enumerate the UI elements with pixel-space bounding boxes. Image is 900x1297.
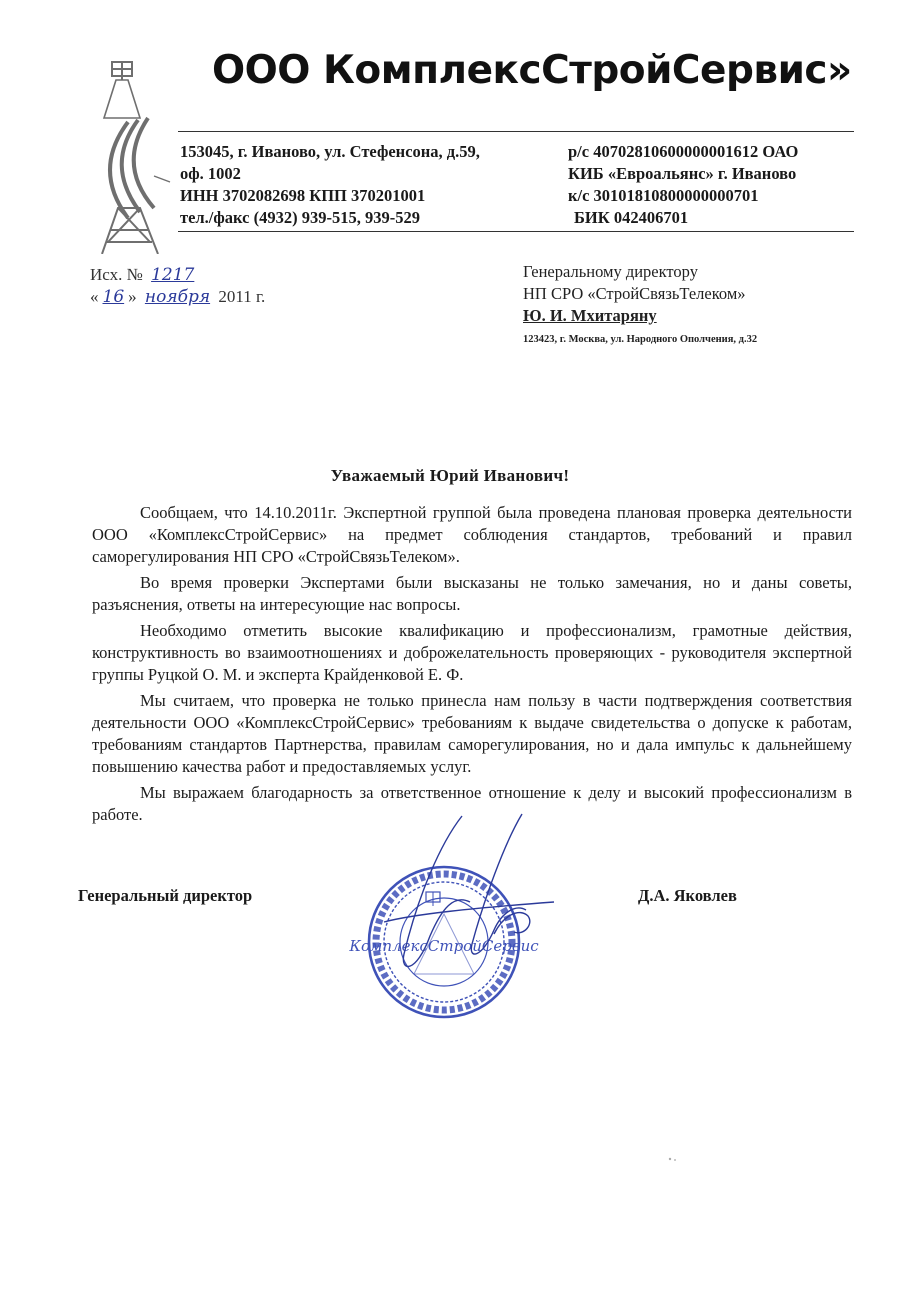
date-year: 2011 г. bbox=[218, 287, 266, 306]
recipient-block bbox=[523, 261, 843, 351]
tax-ids-line: ИНН 3702082698 КПП 370201001 bbox=[180, 186, 426, 205]
signer-title: Генеральный директор bbox=[78, 886, 253, 905]
letter-body bbox=[92, 502, 852, 830]
letter-paragraph: Во время проверки Экспертами были высказаны не только замечания, но и даны советы, разъяснения, ответы на интересующие нас вопросы. bbox=[92, 573, 852, 614]
recipient-position: Генеральному директору bbox=[523, 262, 698, 281]
recipient-organization: НП СРО «СтройСвязьТелеком» bbox=[523, 284, 746, 303]
letter-paragraph: Мы выражаем благодарность за ответственное отношение к делу и высокий профессионализм в работе. bbox=[92, 783, 852, 824]
bik-line: БИК 042406701 bbox=[574, 208, 689, 227]
outgoing-number-label: Исх. № bbox=[90, 265, 143, 284]
date-month-handwritten: ноября bbox=[144, 287, 211, 307]
correspondent-account-line: к/с 30101810800000000701 bbox=[568, 186, 759, 205]
company-seal-icon bbox=[344, 804, 594, 1030]
phone-line: тел./факс (4932) 939-515, 939-529 bbox=[180, 208, 420, 227]
company-logo-icon bbox=[88, 58, 176, 254]
address-line: 153045, г. Иваново, ул. Стефенсона, д.59, bbox=[180, 142, 480, 161]
outgoing-reference bbox=[90, 264, 265, 308]
letter-salutation: Уважаемый Юрий Иванович! bbox=[330, 466, 570, 485]
recipient-address: 123423, г. Москва, ул. Народного Ополчения, д.32 bbox=[523, 334, 758, 345]
bank-account-line: р/с 40702810600000001612 ОАО bbox=[568, 142, 799, 161]
date-day-handwritten: 16 bbox=[102, 287, 125, 307]
recipient-name: Ю. И. Мхитаряну bbox=[523, 306, 657, 325]
company-name: ООО КомплексСтройСервис» bbox=[212, 48, 852, 93]
letter-paragraph: Сообщаем, что 14.10.2011г. Экспертной группой была проведена плановая проверка деятельности ООО «КомплексСтройСервис» на предмет соблюдения стандартов, требований и правил саморегулирования НП СРО «СтройСвязьТелеком». bbox=[92, 503, 852, 566]
letter-paragraph: Мы считаем, что проверка не только принесла нам пользу в части подтверждения соответствия деятельности ООО «КомплексСтройСервис» требованиям к выдаче свидетельства о допуске к работам, требованиям стандартов Партнерства, правилам саморегулирования, но и дала импульс к дальнейшему повышению качества работ и предоставляемых услуг. bbox=[92, 691, 852, 776]
date-close-quote: » bbox=[128, 287, 137, 306]
address-line: оф. 1002 bbox=[180, 164, 241, 183]
date-open-quote: « bbox=[90, 287, 99, 306]
letter-paragraph: Необходимо отметить высокие квалификацию и профессионализм, грамотные действия, конструктивность во взаимоотношениях и доброжелательность проверяющих - руководителя экспертной группы Руцкой О. М. и эксперта Крайденковой Е. Ф. bbox=[92, 621, 852, 684]
bank-details-block bbox=[568, 141, 858, 229]
signer-name: Д.А. Яковлев bbox=[638, 886, 737, 905]
bank-name-line: КИБ «Евроальянс» г. Иваново bbox=[568, 164, 797, 183]
outgoing-number-handwritten: 1217 bbox=[151, 265, 195, 285]
company-address-block bbox=[180, 141, 560, 229]
scan-speck bbox=[667, 1150, 679, 1158]
seal-inner-text: КомплексСтройСервис bbox=[349, 937, 539, 955]
requisites-divider bbox=[178, 231, 854, 232]
header-divider bbox=[178, 131, 854, 132]
